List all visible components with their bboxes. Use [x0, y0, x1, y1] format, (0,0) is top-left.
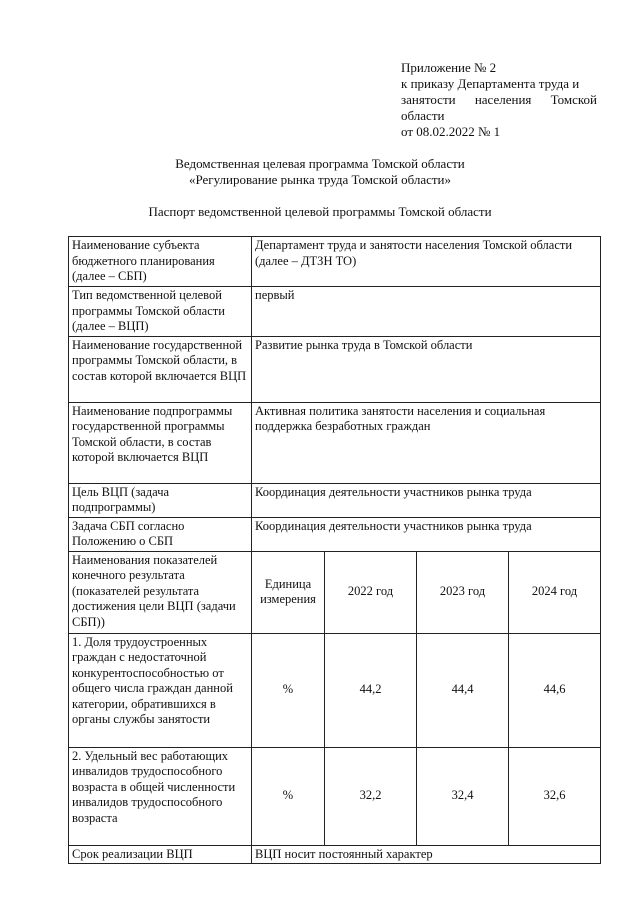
- row-value: Активная политика занятости населения и социальная поддержка безработных граждан: [252, 402, 601, 483]
- indicator-value-2022: 32,2: [325, 747, 417, 845]
- row-label: Наименование подпрограммы государственной программы Томской области, в состав которой включается ВЦП: [69, 402, 252, 483]
- indicator-value-2023: 32,4: [417, 747, 509, 845]
- indicator-value-2023: 44,4: [417, 633, 509, 747]
- indicator-unit: %: [252, 747, 325, 845]
- year-2023-header: 2023 год: [417, 551, 509, 633]
- appendix-department-line: занятости населения Томской: [401, 92, 597, 107]
- table-row: [69, 402, 601, 483]
- table-row: [69, 336, 601, 402]
- row-label: Наименование субъекта бюджетного планирования (далее – СБП): [69, 237, 252, 287]
- table-row: [69, 237, 601, 287]
- table-row: [69, 845, 601, 864]
- passport-subtitle: Паспорт ведомственной целевой программы Томской области: [148, 204, 492, 219]
- unit-header: Единица измерения: [252, 551, 325, 633]
- row-label: Цель ВЦП (задача подпрограммы): [69, 483, 252, 517]
- indicator-row: [69, 633, 601, 747]
- row-label: Тип ведомственной целевой программы Томской области (далее – ВЦП): [69, 287, 252, 337]
- row-value: ВЦП носит постоянный характер: [252, 845, 601, 864]
- table-row: [69, 517, 601, 551]
- indicator-name: 1. Доля трудоустроенных граждан с недостаточной конкурентоспособностью от общего числа граждан данной категории, обратившихся в органы службы занятости: [69, 633, 252, 747]
- appendix-order-line: к приказу Департамента труда и: [401, 76, 580, 91]
- indicator-name: 2. Удельный вес работающих инвалидов трудоспособного возраста в общей численности инвалидов трудоспособного возраста: [69, 747, 252, 845]
- year-2022-header: 2022 год: [325, 551, 417, 633]
- indicator-unit: %: [252, 633, 325, 747]
- indicator-value-2024: 44,6: [509, 633, 601, 747]
- program-title: Ведомственная целевая программа Томской области: [175, 156, 465, 171]
- indicators-header-label: Наименования показателей конечного результата (показателей результата достижения цели ВЦП (задачи СБП)): [69, 551, 252, 633]
- indicators-header-row: [69, 551, 601, 633]
- appendix-region-line: области: [401, 108, 445, 123]
- row-value: Координация деятельности участников рынка труда: [252, 483, 601, 517]
- table-row: [69, 483, 601, 517]
- indicator-row: [69, 747, 601, 845]
- row-value: Департамент труда и занятости населения Томской области (далее – ДТЗН ТО): [252, 237, 601, 287]
- indicator-value-2024: 32,6: [509, 747, 601, 845]
- appendix-date: от 08.02.2022 № 1: [401, 124, 501, 139]
- row-label: Наименование государственной программы Томской области, в состав которой включается ВЦП: [69, 336, 252, 402]
- passport-table: [68, 236, 601, 864]
- row-value: Развитие рынка труда в Томской области: [252, 336, 601, 402]
- row-label: Срок реализации ВЦП: [69, 845, 252, 864]
- indicator-value-2022: 44,2: [325, 633, 417, 747]
- program-name: «Регулирование рынка труда Томской области»: [188, 172, 452, 187]
- appendix-block: [401, 60, 597, 140]
- row-value: Координация деятельности участников рынка труда: [252, 517, 601, 551]
- year-2024-header: 2024 год: [509, 551, 601, 633]
- table-row: [69, 287, 601, 337]
- appendix-number: Приложение № 2: [401, 60, 497, 75]
- row-label: Задача СБП согласно Положению о СБП: [69, 517, 252, 551]
- row-value: первый: [252, 287, 601, 337]
